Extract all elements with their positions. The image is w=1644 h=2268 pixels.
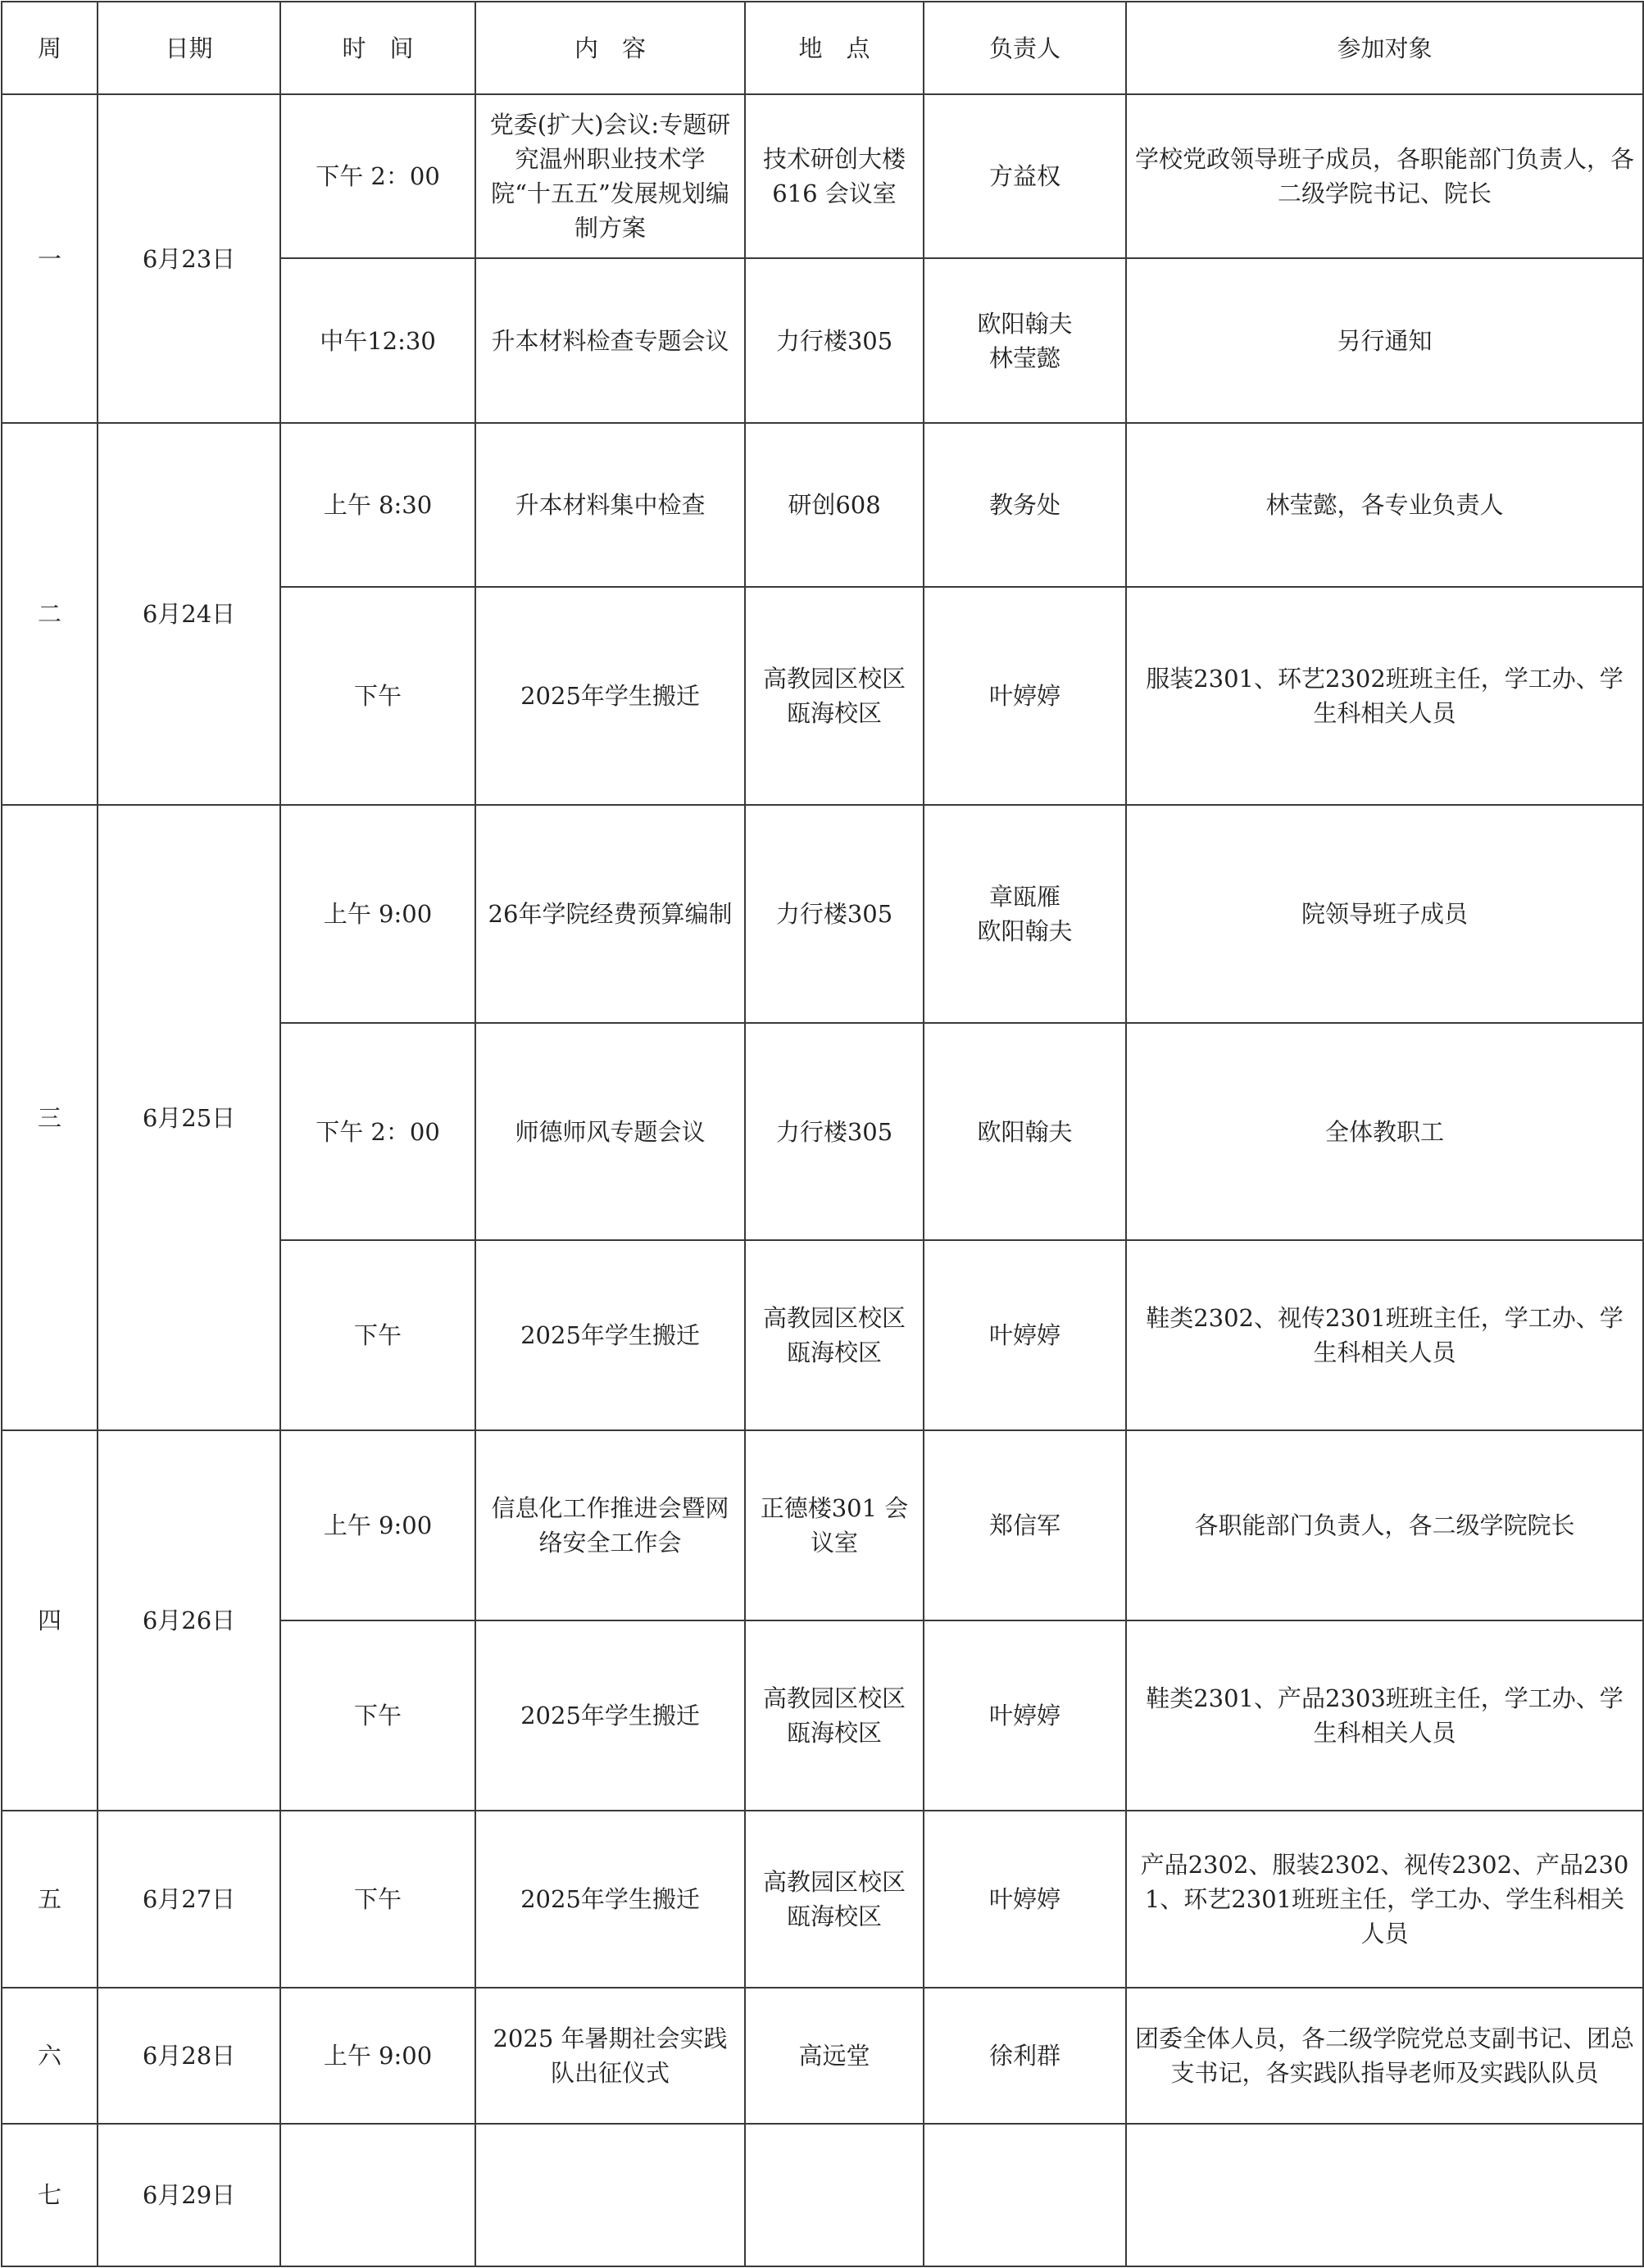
time-cell: 中午12:30 bbox=[280, 258, 475, 423]
attendees-cell: 院领导班子成员 bbox=[1126, 805, 1643, 1023]
attendees-cell: 学校党政领导班子成员，各职能部门负责人，各二级学院书记、院长 bbox=[1126, 94, 1643, 258]
attendees-cell: 全体教职工 bbox=[1126, 1023, 1643, 1240]
time-cell: 上午 8:30 bbox=[280, 423, 475, 587]
header-owner: 负责人 bbox=[924, 2, 1126, 94]
weekly-schedule-table bbox=[1, 1, 1644, 2267]
location-cell: 力行楼305 bbox=[745, 258, 924, 423]
owner-cell: 徐利群 bbox=[924, 1988, 1126, 2124]
week-cell: 四 bbox=[2, 1430, 98, 1811]
time-cell: 下午 bbox=[280, 1811, 475, 1988]
time-cell: 下午 bbox=[280, 1620, 475, 1811]
time-cell: 上午 9:00 bbox=[280, 805, 475, 1023]
table-row bbox=[2, 1430, 1643, 1620]
table-row bbox=[2, 423, 1643, 587]
location-cell: 高远堂 bbox=[745, 1988, 924, 2124]
header-content: 内 容 bbox=[475, 2, 745, 94]
week-cell: 二 bbox=[2, 423, 98, 805]
table-row bbox=[2, 1811, 1643, 1988]
attendees-cell: 产品2302、服装2302、视传2302、产品2301、环艺2301班班主任，学工办、学生科相关人员 bbox=[1126, 1811, 1643, 1988]
date-cell: 6月29日 bbox=[98, 2124, 280, 2266]
date-cell: 6月28日 bbox=[98, 1988, 280, 2124]
date-cell: 6月23日 bbox=[98, 94, 280, 423]
header-week: 周 bbox=[2, 2, 98, 94]
date-cell: 6月26日 bbox=[98, 1430, 280, 1811]
week-cell: 五 bbox=[2, 1811, 98, 1988]
location-cell: 力行楼305 bbox=[745, 1023, 924, 1240]
owner-cell: 叶婷婷 bbox=[924, 1620, 1126, 1811]
owner-cell: 叶婷婷 bbox=[924, 1240, 1126, 1430]
attendees-cell: 另行通知 bbox=[1126, 258, 1643, 423]
header-attendees: 参加对象 bbox=[1126, 2, 1643, 94]
table-row bbox=[2, 1988, 1643, 2124]
content-cell: 2025年学生搬迁 bbox=[475, 587, 745, 805]
location-cell: 高教园区校区 瓯海校区 bbox=[745, 1811, 924, 1988]
content-cell: 升本材料检查专题会议 bbox=[475, 258, 745, 423]
owner-cell: 叶婷婷 bbox=[924, 587, 1126, 805]
week-cell: 七 bbox=[2, 2124, 98, 2266]
owner-cell: 郑信军 bbox=[924, 1430, 1126, 1620]
location-cell: 研创608 bbox=[745, 423, 924, 587]
time-cell: 下午 bbox=[280, 587, 475, 805]
owner-cell: 欧阳翰夫 bbox=[924, 1023, 1126, 1240]
time-cell: 下午 2：00 bbox=[280, 94, 475, 258]
time-cell: 上午 9:00 bbox=[280, 1430, 475, 1620]
content-cell: 2025年学生搬迁 bbox=[475, 1240, 745, 1430]
header-time: 时 间 bbox=[280, 2, 475, 94]
time-cell bbox=[280, 2124, 475, 2266]
owner-cell: 欧阳翰夫 林莹懿 bbox=[924, 258, 1126, 423]
location-cell: 高教园区校区 瓯海校区 bbox=[745, 587, 924, 805]
table-row bbox=[2, 2124, 1643, 2266]
header-date: 日期 bbox=[98, 2, 280, 94]
location-cell bbox=[745, 2124, 924, 2266]
content-cell: 师德师风专题会议 bbox=[475, 1023, 745, 1240]
content-cell: 升本材料集中检查 bbox=[475, 423, 745, 587]
content-cell: 2025 年暑期社会实践队出征仪式 bbox=[475, 1988, 745, 2124]
date-cell: 6月27日 bbox=[98, 1811, 280, 1988]
week-cell: 一 bbox=[2, 94, 98, 423]
attendees-cell: 鞋类2301、产品2303班班主任，学工办、学生科相关人员 bbox=[1126, 1620, 1643, 1811]
content-cell: 26年学院经费预算编制 bbox=[475, 805, 745, 1023]
time-cell: 上午 9:00 bbox=[280, 1988, 475, 2124]
header-location: 地 点 bbox=[745, 2, 924, 94]
location-cell: 高教园区校区 瓯海校区 bbox=[745, 1620, 924, 1811]
week-cell: 六 bbox=[2, 1988, 98, 2124]
location-cell: 技术研创大楼616 会议室 bbox=[745, 94, 924, 258]
location-cell: 高教园区校区 瓯海校区 bbox=[745, 1240, 924, 1430]
time-cell: 下午 2：00 bbox=[280, 1023, 475, 1240]
location-cell: 力行楼305 bbox=[745, 805, 924, 1023]
header-row bbox=[2, 2, 1643, 94]
owner-cell: 方益权 bbox=[924, 94, 1126, 258]
owner-cell: 教务处 bbox=[924, 423, 1126, 587]
attendees-cell: 服装2301、环艺2302班班主任，学工办、学生科相关人员 bbox=[1126, 587, 1643, 805]
attendees-cell: 各职能部门负责人，各二级学院院长 bbox=[1126, 1430, 1643, 1620]
attendees-cell: 鞋类2302、视传2301班班主任，学工办、学生科相关人员 bbox=[1126, 1240, 1643, 1430]
content-cell: 党委(扩大)会议:专题研究温州职业技术学院“十五五”发展规划编制方案 bbox=[475, 94, 745, 258]
week-cell: 三 bbox=[2, 805, 98, 1430]
owner-cell: 章瓯雁 欧阳翰夫 bbox=[924, 805, 1126, 1023]
location-cell: 正德楼301 会议室 bbox=[745, 1430, 924, 1620]
attendees-cell bbox=[1126, 2124, 1643, 2266]
table-row bbox=[2, 805, 1643, 1023]
attendees-cell: 团委全体人员，各二级学院党总支副书记、团总支书记，各实践队指导老师及实践队队员 bbox=[1126, 1988, 1643, 2124]
content-cell bbox=[475, 2124, 745, 2266]
date-cell: 6月25日 bbox=[98, 805, 280, 1430]
time-cell: 下午 bbox=[280, 1240, 475, 1430]
content-cell: 2025年学生搬迁 bbox=[475, 1620, 745, 1811]
content-cell: 信息化工作推进会暨网络安全工作会 bbox=[475, 1430, 745, 1620]
content-cell: 2025年学生搬迁 bbox=[475, 1811, 745, 1988]
owner-cell bbox=[924, 2124, 1126, 2266]
attendees-cell: 林莹懿，各专业负责人 bbox=[1126, 423, 1643, 587]
table-row bbox=[2, 94, 1643, 258]
owner-cell: 叶婷婷 bbox=[924, 1811, 1126, 1988]
date-cell: 6月24日 bbox=[98, 423, 280, 805]
